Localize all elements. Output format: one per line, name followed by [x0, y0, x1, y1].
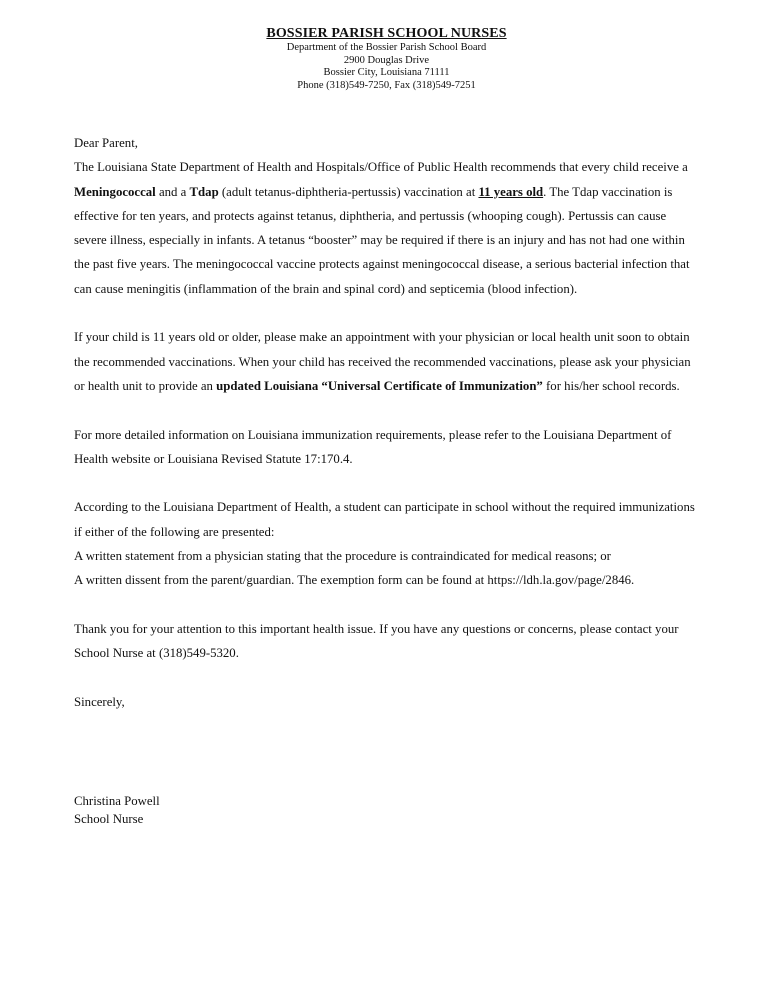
spacer — [74, 471, 702, 495]
p2-certificate: updated Louisiana “Universal Certificate of Immunization” — [216, 378, 543, 393]
paragraph-exemption-intro: According to the Louisiana Department of Health, a student can participate in school without the required immunizations if either of the following are presented: — [74, 500, 695, 539]
letterhead — [0, 26, 773, 92]
spacer — [74, 666, 702, 690]
salutation: Dear Parent, — [74, 136, 138, 150]
letterhead-title: BOSSIER PARISH SCHOOL NURSES — [266, 26, 507, 41]
spacer — [74, 398, 702, 422]
spacer — [74, 301, 702, 325]
letterhead-street: 2900 Douglas Drive — [343, 54, 430, 66]
paragraph-more-info: For more detailed information on Louisiana immunization requirements, please refer to the Louisiana Department of Health website or Louisiana Revised Statute 17:170.4. — [74, 427, 672, 466]
signature-block — [74, 792, 160, 828]
letterhead-department: Department of the Bossier Parish School Board — [286, 42, 487, 53]
signature-name: Christina Powell — [74, 794, 160, 808]
exemption-option-physician: A written statement from a physician stating that the procedure is contraindicated for medical reasons; or — [74, 549, 611, 564]
exemption-option-dissent: A written dissent from the parent/guardian. The exemption form can be found at https://ldh.la.gov/page/2846. — [74, 573, 635, 588]
letter-body — [74, 131, 702, 714]
p2-text-b: for his/her school records. — [542, 378, 680, 393]
p1-tdap: Tdap — [189, 184, 219, 199]
p2-text-a: If your child is 11 years old or older, please make an appointment with your physician or local health unit soon to obtain the recommended vaccinations. When your child has received the recommended vaccinations, please ask your physician or health unit to provide an — [74, 330, 691, 393]
paragraph-thank-you: Thank you for your attention to this important health issue. If you have any questions or concerns, please contact your School Nurse at (318)549-5320. — [74, 621, 679, 661]
p1-age: 11 years old — [478, 184, 544, 199]
paragraph-appointment — [74, 325, 702, 398]
p1-text-c: (adult tetanus-diphtheria-pertussis) vaccination at — [218, 184, 479, 199]
letterhead-city: Bossier City, Louisiana 71111 — [323, 67, 450, 78]
p1-text-d: . The Tdap vaccination is effective for ten years, and protects against tetanus, diphtheria, and pertussis (whooping cough). Pertussis can cause severe illness, especially in infants. A tetanus “booster” may be required if there is an injury and has not had one within the past five years. The meningococcal vaccine protects against meningococcal disease, a serious bacterial infection that can cause meningitis (inflammation of the brain and spinal cord) and septicemia (blood infection). — [74, 184, 690, 296]
closing: Sincerely, — [74, 694, 125, 709]
p1-text-a: The Louisiana State Department of Health and Hospitals/Office of Public Health recommends that every child receive a — [74, 160, 688, 175]
spacer — [74, 593, 702, 617]
letterhead-contact: Phone (318)549-7250, Fax (318)549-7251 — [297, 79, 476, 91]
signature-title: School Nurse — [74, 812, 144, 826]
paragraph-vaccine-recommendation — [74, 155, 702, 301]
p1-text-b: and a — [155, 184, 190, 199]
p1-meningococcal: Meningococcal — [74, 184, 156, 199]
